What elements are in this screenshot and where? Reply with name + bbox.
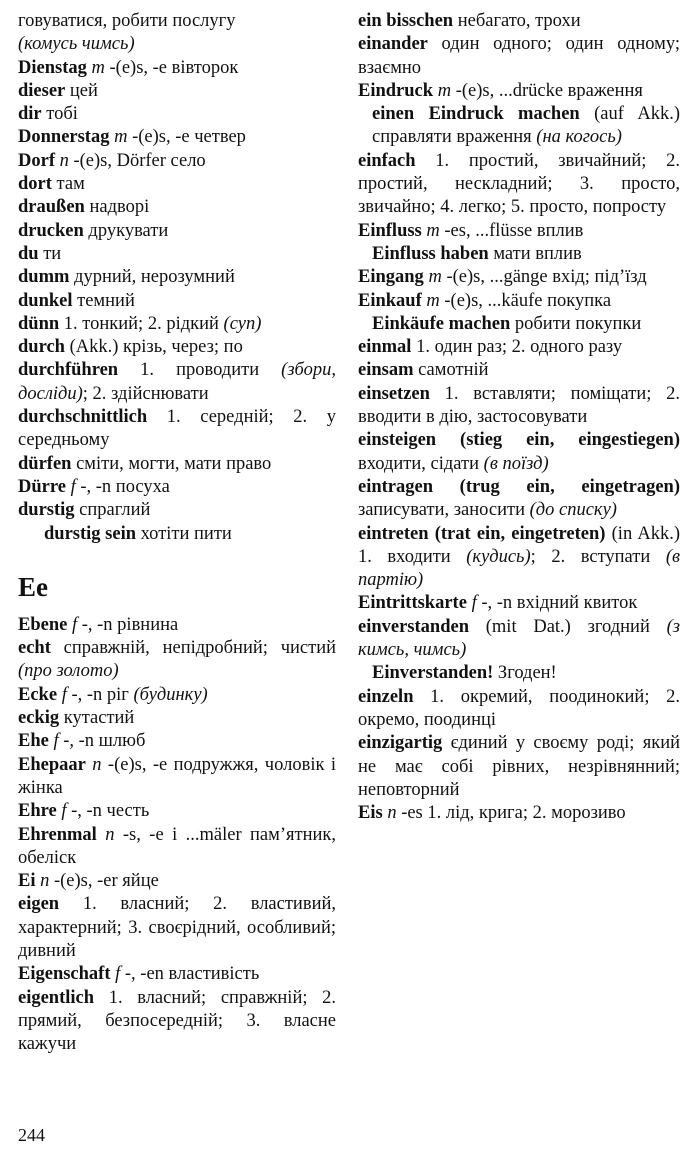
headword: einzigartig — [358, 733, 443, 754]
dictionary-entry — [358, 476, 680, 523]
definition: -, -n рівнина — [77, 614, 179, 635]
definition: -(e)s, ...gänge вхід; під’їзд — [441, 267, 647, 288]
usage-note-2: (в партію) — [358, 546, 681, 591]
definition: єдиний у своєму роді; який не має собі рівних, незрівнянний; неповторний — [358, 733, 680, 800]
headword: du — [18, 243, 39, 264]
usage-note: (про золото) — [18, 661, 119, 682]
headword: einfach — [358, 150, 416, 171]
dictionary-entry — [358, 523, 680, 593]
dictionary-entry — [18, 243, 336, 266]
dictionary-entry — [18, 10, 336, 33]
dictionary-entry — [18, 800, 336, 823]
definition: говуватися, робити послугу — [18, 11, 236, 31]
definition: -, -n посуха — [75, 476, 170, 497]
gender-marker: n — [96, 824, 115, 845]
definition: входити, сідати — [358, 453, 480, 474]
usage-note: (збори, досліди) — [18, 360, 336, 404]
headword: Einfluss haben — [372, 243, 489, 264]
definition: -(e)s, -e четвер — [127, 127, 246, 148]
definition: -(e)s, ...drücke враження — [451, 80, 643, 101]
definition: -, -n вхідний квиток — [476, 593, 638, 614]
definition: записувати, заносити — [358, 500, 525, 521]
headword: Dorf — [18, 150, 55, 171]
headword: eintreten (trat ein, eingetreten) — [358, 523, 606, 544]
definition: 1. власний; справжній; 2. прямий, безпосередній; 3. власне кажучи — [18, 987, 336, 1055]
headword: Ehepaar — [18, 754, 86, 775]
headword: einzeln — [358, 686, 414, 707]
headword: Eindruck — [358, 80, 434, 101]
headword: einmal — [358, 337, 412, 358]
definition: 1. тонкий; 2. рідкий — [59, 313, 219, 334]
gender-marker: n — [35, 871, 50, 892]
dictionary-entry — [18, 359, 336, 406]
dictionary-entry — [18, 103, 336, 126]
definition: надворі — [84, 197, 150, 218]
entries-d — [18, 10, 336, 523]
left-column — [18, 10, 336, 1056]
dictionary-entry — [18, 730, 336, 753]
dictionary-entry — [18, 173, 336, 196]
definition: темний — [72, 290, 135, 311]
definition: 1. один раз; 2. одного разу — [411, 337, 623, 358]
dictionary-entry — [358, 732, 680, 802]
dictionary-entry — [18, 313, 336, 336]
dictionary-entry — [18, 336, 336, 359]
dictionary-entry — [358, 383, 680, 430]
subentry-durstig-sein: durstig sein хотіти пити — [44, 523, 232, 544]
definition: один одного; один одному; взаємно — [358, 34, 680, 78]
headword: Einkauf — [358, 290, 422, 311]
definition: -, -n шлюб — [58, 731, 146, 752]
definition: цей — [65, 80, 98, 101]
dictionary-entry — [358, 616, 680, 663]
dictionary-entry — [18, 614, 336, 637]
definition: 1. вставляти; поміщати; 2. вводити в дію, застосовувати — [358, 383, 680, 428]
usage-note: (будинку) — [128, 684, 208, 705]
dictionary-subentry — [358, 103, 680, 150]
gender-marker: m — [421, 290, 440, 311]
definition: (mit Dat.) згодний — [469, 616, 650, 637]
definition: -, -n ріг — [66, 684, 129, 705]
definition: -(e)s, -e подружжя, чоловік і жінка — [18, 754, 336, 798]
gender-marker: f — [57, 684, 67, 705]
gender-marker: f — [65, 476, 76, 497]
definition: -s, -e i ...mäler пам’ятник, обеліск — [18, 824, 337, 868]
dictionary-entry — [18, 196, 336, 219]
definition: мати вплив — [488, 243, 582, 264]
dictionary-entry — [358, 10, 680, 33]
entries-right — [358, 10, 680, 825]
headword: Ebene — [18, 614, 68, 635]
headword: eigentlich — [18, 987, 95, 1008]
dictionary-entry — [358, 802, 680, 825]
definition: небагато, трохи — [453, 11, 581, 31]
headword: eintragen (trug ein, eingetragen) — [358, 476, 680, 497]
dictionary-entry — [358, 592, 680, 615]
headword: einsetzen — [358, 383, 430, 404]
dictionary-entry — [18, 987, 336, 1057]
section-heading-e: Ee — [18, 571, 48, 602]
definition: Згоден! — [493, 663, 557, 684]
gender-marker: f — [48, 731, 59, 752]
gender-marker: f — [56, 801, 67, 822]
dictionary-entry — [18, 453, 336, 476]
definition: дурний, нерозумний — [69, 267, 235, 288]
dictionary-entry — [18, 870, 336, 893]
headword: Einverstanden! — [372, 663, 494, 684]
headword: einander — [358, 34, 428, 55]
dictionary-entry — [18, 963, 336, 986]
headword: dir — [18, 104, 42, 125]
dictionary-entry — [18, 220, 336, 243]
definition: тобі — [41, 104, 78, 125]
dictionary-entry — [18, 637, 336, 684]
headword: Eigenschaft — [18, 964, 111, 985]
usage-note: (в поїзд) — [479, 453, 549, 474]
definition: -(e)s, -er яйце — [49, 871, 159, 892]
dictionary-entry — [18, 126, 336, 149]
definition: 1. окремий, поодинокий; 2. окремо, поодинці — [358, 686, 680, 730]
definition: -(e)s, -e вівторок — [104, 57, 239, 78]
definition: справжній, непідробний; чистий — [50, 638, 336, 659]
definition: друкувати — [83, 220, 169, 241]
gender-marker: f — [67, 614, 78, 635]
dictionary-entry — [18, 406, 336, 453]
dictionary-entry — [18, 824, 336, 871]
headword: Eingang — [358, 267, 424, 288]
headword: dieser — [18, 80, 66, 101]
dictionary-subentry — [358, 243, 680, 266]
headword: einsam — [358, 360, 414, 381]
headword: dunkel — [18, 290, 73, 311]
gender-marker: m — [86, 57, 105, 78]
definition: 1. проводити — [118, 360, 260, 381]
dictionary-entry — [18, 754, 336, 801]
entries-e — [18, 614, 336, 1057]
dictionary-entry — [358, 336, 680, 359]
dictionary-entry — [18, 80, 336, 103]
headword: einverstanden — [358, 616, 469, 637]
headword: Ecke — [18, 684, 58, 705]
definition: (Akk.) крізь, через; по — [64, 337, 243, 358]
dictionary-entry — [358, 220, 680, 243]
usage-note: (кудись) — [450, 546, 531, 567]
headword: Einfluss — [358, 220, 422, 241]
dictionary-entry — [358, 150, 680, 220]
headword: Ehrenmal — [18, 824, 97, 845]
definition: сміти, могти, мати право — [71, 453, 272, 474]
headword: durchführen — [18, 360, 119, 381]
usage-note: (з кимсь, чимсь) — [358, 616, 680, 661]
dictionary-entry — [18, 290, 336, 313]
right-column — [358, 10, 680, 825]
headword: Donnerstag — [18, 127, 110, 148]
dictionary-subentry — [358, 662, 680, 685]
gender-marker: m — [433, 80, 452, 101]
definition: -es, ...flüsse вплив — [439, 220, 584, 241]
headword: ein bisschen — [358, 11, 454, 31]
definition: 1. середній; 2. у середньому — [18, 407, 336, 451]
headword: dünn — [18, 313, 60, 334]
headword: echt — [18, 638, 51, 659]
definition: 1. власний; 2. властивий, характерний; 3. своєрідний, особливий; дивний — [18, 894, 336, 961]
dictionary-subentry — [358, 313, 680, 336]
headword: einen Eindruck machen — [372, 104, 580, 125]
headword: dumm — [18, 267, 70, 288]
dictionary-entry — [358, 429, 680, 476]
dictionary-entry — [18, 707, 336, 730]
headword: draußen — [18, 197, 85, 218]
headword: dort — [18, 174, 52, 195]
headword: Eintrittskarte — [358, 593, 467, 614]
headword: durch — [18, 337, 65, 358]
definition-cont: ; 2. здійснювати — [82, 383, 209, 404]
headword: Dürre — [18, 476, 66, 497]
definition: (auf Akk.) справляти враження — [372, 104, 680, 148]
dictionary-entry — [358, 80, 680, 103]
gender-marker: m — [109, 127, 128, 148]
definition: -(e)s, ...käufe покупка — [439, 290, 612, 311]
definition-cont: ; 2. вступати — [530, 546, 651, 567]
dictionary-entry — [18, 57, 336, 80]
headword: Dienstag — [18, 57, 87, 78]
usage-note: (комусь чимсь) — [18, 34, 135, 55]
definition: -(e)s, Dörfer село — [68, 150, 206, 171]
headword: durstig — [18, 500, 75, 521]
definition: 1. простий, звичайний; 2. простий, нескладний; 3. просто, звичайно; 4. легко; 5. просто, попросту — [358, 150, 680, 218]
gender-marker: m — [423, 267, 442, 288]
definition: робити покупки — [510, 313, 642, 334]
dictionary-entry — [18, 33, 336, 56]
dictionary-entry — [358, 33, 680, 80]
gender-marker: m — [421, 220, 440, 241]
definition: (in Akk.) 1. входити — [358, 523, 680, 567]
dictionary-entry — [18, 476, 336, 499]
headword: einsteigen (stieg ein, eingestiegen) — [358, 430, 680, 451]
dictionary-entry — [18, 684, 336, 707]
headword: Einkäufe machen — [372, 313, 511, 334]
definition: самотній — [413, 360, 489, 381]
dictionary-entry — [18, 893, 336, 963]
definition: ти — [38, 243, 62, 264]
definition: спраглий — [74, 500, 151, 521]
usage-note: (на когось) — [531, 127, 622, 148]
headword: Eis — [358, 803, 383, 824]
headword: eckig — [18, 708, 60, 729]
dictionary-entry — [358, 686, 680, 733]
definition: там — [51, 174, 85, 195]
headword: Ehre — [18, 801, 57, 822]
headword: Ehe — [18, 731, 49, 752]
headword: Ei — [18, 871, 36, 892]
gender-marker: n — [85, 754, 102, 775]
headword: eigen — [18, 894, 60, 915]
headword: durchschnittlich — [18, 407, 148, 428]
gender-marker: f — [110, 964, 121, 985]
dictionary-entry — [18, 499, 336, 522]
definition: -, -n честь — [66, 801, 150, 822]
dictionary-entry — [358, 359, 680, 382]
definition: -es 1. лід, крига; 2. морозиво — [396, 803, 626, 824]
headword: dürfen — [18, 453, 72, 474]
gender-marker: n — [54, 150, 69, 171]
gender-marker: n — [382, 803, 397, 824]
dictionary-entry — [18, 150, 336, 173]
definition: кутастий — [59, 708, 135, 729]
gender-marker: f — [466, 593, 477, 614]
dictionary-entry — [358, 290, 680, 313]
headword: drucken — [18, 220, 84, 241]
definition: -, -en властивість — [120, 964, 260, 985]
usage-note: (суп) — [218, 313, 262, 334]
dictionary-entry — [18, 266, 336, 289]
page-number: 244 — [18, 1125, 45, 1145]
usage-note: (до списку) — [524, 500, 617, 521]
dictionary-entry — [358, 266, 680, 289]
